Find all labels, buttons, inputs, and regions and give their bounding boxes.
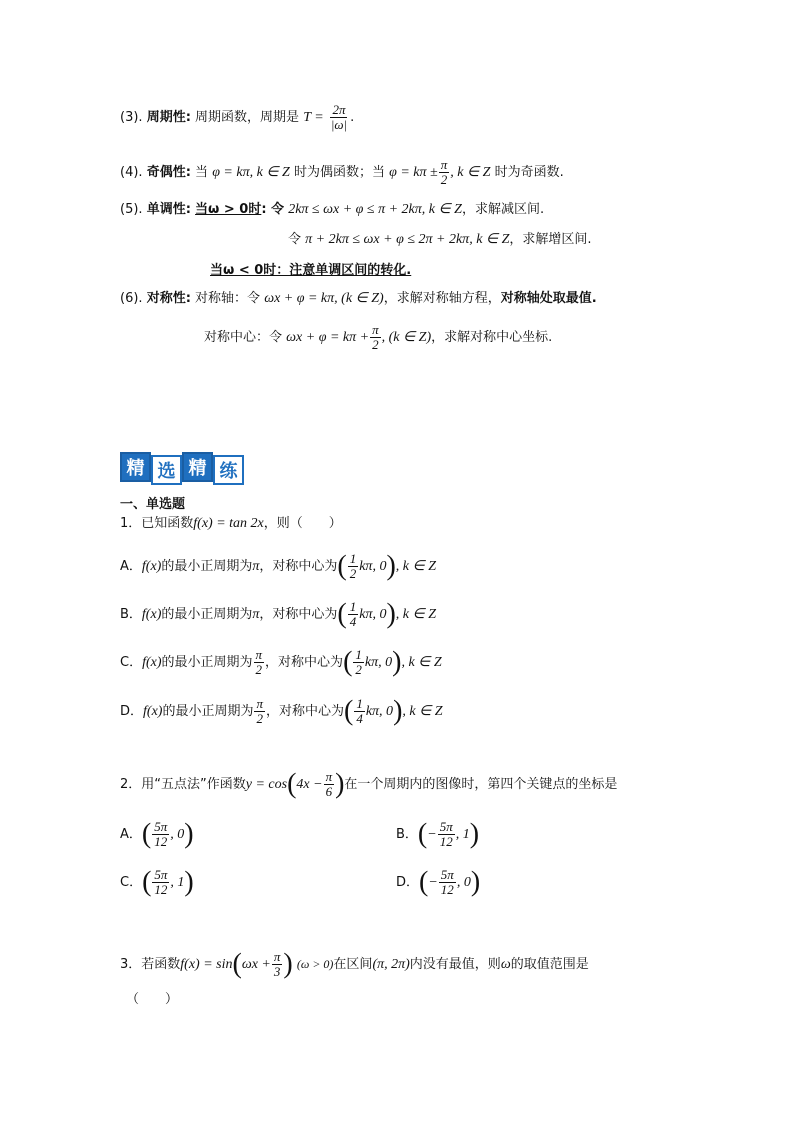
property-parity: (4). 奇偶性: 当 φ = kπ, k ∈ Z 时为偶函数；当 φ = kπ ± $\frac{\pi}{2}$ , k ∈ Z 时为奇函数. bbox=[120, 157, 564, 187]
question-1-option-a[interactable]: A．f(x)的最小正周期为π，对称中心为( $\frac{1}{2}$ kπ, 0), k ∈ Z bbox=[120, 550, 436, 582]
fraction: $\frac{\pi}{2}$ bbox=[440, 157, 448, 187]
item-label: 周期性: bbox=[146, 110, 191, 125]
question-2-option-c[interactable]: C．( $\frac{5\pi}{12}$ , 1) bbox=[120, 866, 194, 898]
property-monotonicity: (5). 单调性: 当ω > 0时: 令 2kπ ≤ ωx + φ ≤ π + 2kπ, k ∈ Z，求解减区间. bbox=[120, 202, 545, 217]
question-2-option-d[interactable]: D．(− $\frac{5\pi}{12}$ , 0) bbox=[396, 866, 481, 898]
monotonicity-note: 当ω < 0时：注意单调区间的转化. bbox=[210, 263, 412, 278]
property-periodicity: (3). 周期性: 周期函数，周期是 T = $\frac{2\pi}{|\omega|}$ . bbox=[120, 102, 355, 132]
question-1-option-c[interactable]: C．f(x)的最小正周期为 $\frac{\pi}{2}$ ，对称中心为( $\frac{1}{2}$ kπ, 0), k ∈ Z bbox=[120, 646, 442, 678]
banner-char: 练 bbox=[213, 455, 244, 485]
fraction: $\frac{\pi}{2}$ bbox=[372, 322, 379, 352]
monotonicity-increase-line: 令 π + 2kπ ≤ ωx + φ ≤ 2π + 2kπ, k ∈ Z，求解增区间. bbox=[288, 232, 592, 247]
section-banner bbox=[120, 452, 244, 485]
item-index: (3). bbox=[120, 110, 143, 125]
banner-char: 精 bbox=[182, 452, 213, 482]
banner-char: 选 bbox=[151, 455, 182, 485]
item-text: 周期函数，周期是 bbox=[195, 110, 300, 125]
fraction: $\frac{2\pi}{|\omega|}$ bbox=[330, 102, 348, 132]
section-title: 一、单选题 bbox=[120, 497, 186, 512]
banner-char: 精 bbox=[120, 452, 151, 482]
symmetry-center-line: 对称中心：令 ωx + φ = kπ + $\frac{\pi}{2}$ , (k ∈ Z)，求解对称中心坐标. bbox=[204, 322, 553, 352]
question-1-stem: 1．已知函数f(x) = tan 2x，则（ ） bbox=[120, 516, 342, 531]
question-2-stem: 2．用“五点法”作函数y = cos(4x − $\frac{\pi}{6}$ )在一个周期内的图像时，第四个关键点的坐标是 bbox=[120, 768, 618, 800]
question-3-stem: 3．若函数f(x) = sin(ωx + $\frac{\pi}{3}$ ) (ω > 0)在区间(π, 2π)内没有最值，则ω的取值范围是 bbox=[120, 948, 589, 980]
question-2-option-b[interactable]: B．(− $\frac{5\pi}{12}$ , 1) bbox=[396, 818, 480, 850]
formula: T = bbox=[303, 110, 324, 125]
question-1-option-b[interactable]: B．f(x)的最小正周期为π，对称中心为( $\frac{1}{4}$ kπ, 0), k ∈ Z bbox=[120, 598, 436, 630]
question-1-option-d[interactable]: D．f(x)的最小正周期为 $\frac{\pi}{2}$ ，对称中心为( $\frac{1}{4}$ kπ, 0), k ∈ Z bbox=[120, 695, 443, 727]
question-2-option-a[interactable]: A．( $\frac{5\pi}{12}$ , 0) bbox=[120, 818, 194, 850]
condition-positive: 当ω > 0时 bbox=[195, 202, 262, 217]
question-3-blank: （ ） bbox=[126, 992, 179, 1007]
property-symmetry: (6). 对称性: 对称轴：令 ωx + φ = kπ, (k ∈ Z)，求解对称轴方程，对称轴处取最值. bbox=[120, 291, 597, 306]
